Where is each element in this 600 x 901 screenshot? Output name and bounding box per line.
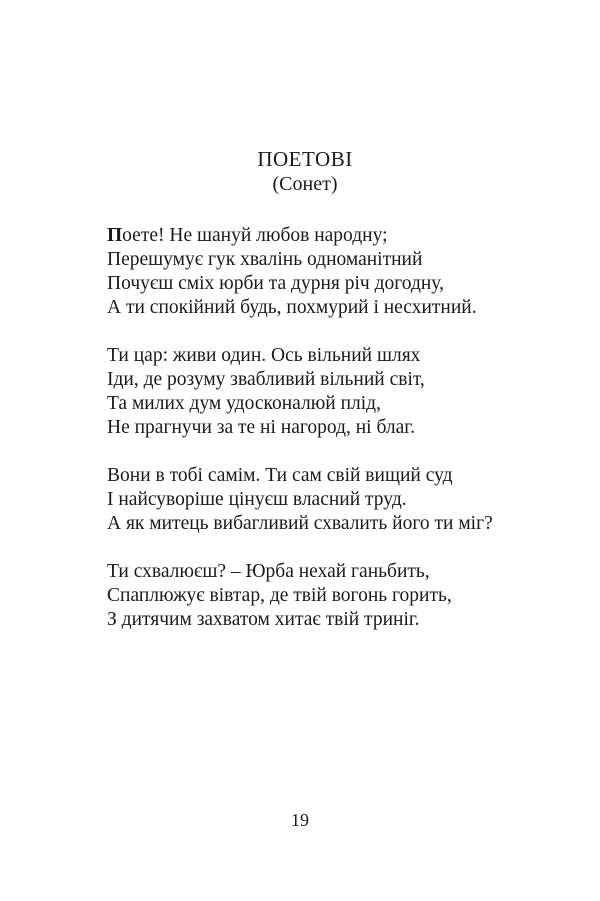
page-number: 19: [291, 810, 309, 830]
poem-line: Вони в тобі самім. Ти сам свій вищий суд: [107, 465, 453, 486]
poem-line: Поете! Не шануй любов народну;: [107, 225, 388, 246]
poem-line: Почуєш сміх юрби та дурня річ догодну,: [107, 273, 444, 294]
drop-cap: П: [107, 225, 123, 246]
poem-line: Не прагнучи за те ні нагород, ні благ.: [107, 417, 415, 438]
poem-title: ПОЕТОВІ: [257, 147, 353, 171]
stanza-2: [107, 344, 567, 440]
poem-line: Та милих дум удосконалюй плід,: [107, 393, 381, 414]
poem-line: А ти спокійний будь, похмурий і несхитний.: [107, 297, 477, 318]
poem-line: З дитячим захватом хитає твій триніг.: [107, 609, 420, 630]
poem-line: Перешумує гук хвалінь одноманітний: [107, 249, 423, 270]
poem-header: [0, 146, 600, 196]
poem-body: [107, 224, 567, 656]
poem-line: Ти цар: живи один. Ось вільний шлях: [107, 345, 421, 366]
poem-line: Ти схвалюєш? – Юрба нехай ганьбить,: [107, 561, 430, 582]
poem-subtitle: (Сонет): [272, 173, 338, 195]
poem-line: І найсуворіше цінуєш власний труд.: [107, 489, 407, 510]
poem-line: Спаплюжує вівтар, де твій вогонь горить,: [107, 585, 452, 606]
stanza-3: [107, 464, 567, 536]
poem-line: А як митець вибагливий схвалить його ти міг?: [107, 513, 493, 534]
stanza-4: [107, 560, 567, 632]
poem-line: Іди, де розуму звабливий вільний світ,: [107, 369, 425, 390]
stanza-1: [107, 224, 567, 320]
